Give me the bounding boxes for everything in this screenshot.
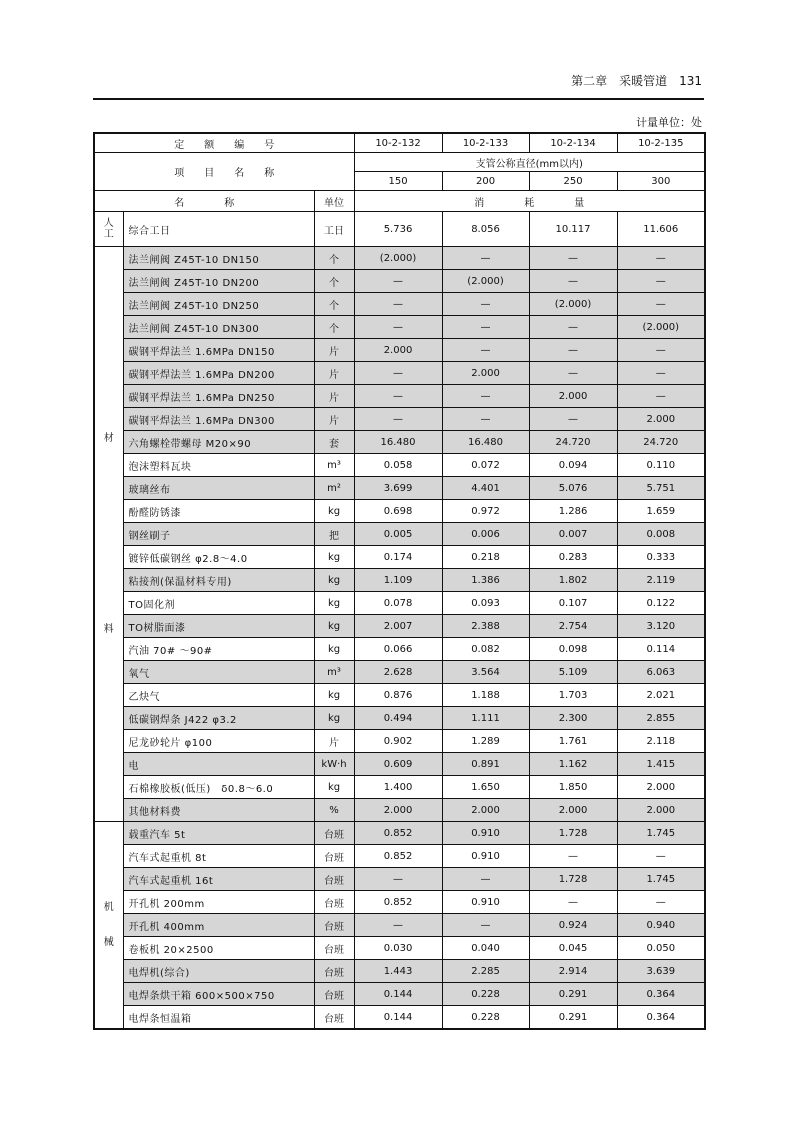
- consumption-value: 2.000: [529, 385, 617, 408]
- consumption-value: 2.000: [617, 799, 705, 822]
- consumption-value: 2.000: [529, 799, 617, 822]
- consumption-value: —: [354, 270, 442, 293]
- consumption-value: 0.040: [442, 937, 529, 960]
- resource-name: TO树脂面漆: [123, 615, 314, 638]
- resource-unit: m³: [314, 454, 354, 477]
- consumption-value: 0.876: [354, 684, 442, 707]
- resource-unit: 台班: [314, 1006, 354, 1030]
- consumption-value: —: [442, 408, 529, 431]
- resource-name: 粘接剂(保温材料专用): [123, 569, 314, 592]
- consumption-value: 3.120: [617, 615, 705, 638]
- quota-table-body: [94, 133, 705, 1029]
- consumption-value: 1.728: [529, 822, 617, 845]
- resource-unit: 台班: [314, 983, 354, 1006]
- consumption-value: 2.388: [442, 615, 529, 638]
- material-row: [94, 385, 705, 408]
- consumption-value: 3.564: [442, 661, 529, 684]
- consumption-value: —: [354, 868, 442, 891]
- consumption-value: —: [354, 914, 442, 937]
- material-row: [94, 454, 705, 477]
- material-row: [94, 339, 705, 362]
- consumption-value: 0.006: [442, 523, 529, 546]
- consumption-value: —: [617, 339, 705, 362]
- consumption-value: 2.628: [354, 661, 442, 684]
- resource-name: 汽油 70# ～90#: [123, 638, 314, 661]
- column-header-unit: 单位: [314, 191, 354, 212]
- consumption-value: 0.283: [529, 546, 617, 569]
- resource-unit: kg: [314, 776, 354, 799]
- resource-name: 电焊条烘干箱 600×500×750: [123, 983, 314, 1006]
- material-row: [94, 661, 705, 684]
- resource-name: 电焊条恒温箱: [123, 1006, 314, 1030]
- resource-name: 法兰闸阀 Z45T-10 DN150: [123, 247, 314, 270]
- resource-unit: 台班: [314, 960, 354, 983]
- consumption-value: 2.754: [529, 615, 617, 638]
- quota-number-label: 定 额 编 号: [94, 133, 354, 153]
- material-row: [94, 546, 705, 569]
- consumption-value: 0.852: [354, 822, 442, 845]
- consumption-value: 0.291: [529, 983, 617, 1006]
- consumption-value: —: [529, 247, 617, 270]
- resource-unit: 个: [314, 247, 354, 270]
- resource-name: 石棉橡胶板(低压) δ0.8～6.0: [123, 776, 314, 799]
- consumption-value: —: [617, 845, 705, 868]
- machine-row: [94, 1006, 705, 1030]
- consumption-value: —: [442, 868, 529, 891]
- resource-name: 综合工日: [123, 212, 314, 247]
- machine-row: [94, 983, 705, 1006]
- consumption-value: 1.728: [529, 868, 617, 891]
- consumption-value: 10.117: [529, 212, 617, 247]
- consumption-value: 0.291: [529, 1006, 617, 1030]
- column-header-consumption: 消 耗 量: [354, 191, 705, 212]
- header-rule: [93, 98, 704, 100]
- resource-name: 六角螺栓带螺母 M20×90: [123, 431, 314, 454]
- consumption-value: 0.093: [442, 592, 529, 615]
- consumption-value: (2.000): [617, 316, 705, 339]
- resource-name: 乙炔气: [123, 684, 314, 707]
- resource-name: 电焊机(综合): [123, 960, 314, 983]
- consumption-value: —: [442, 316, 529, 339]
- consumption-value: 1.188: [442, 684, 529, 707]
- consumption-value: 0.144: [354, 983, 442, 1006]
- resource-name: 开孔机 400mm: [123, 914, 314, 937]
- resource-name: 镀锌低碳钢丝 φ2.8～4.0: [123, 546, 314, 569]
- consumption-value: —: [442, 247, 529, 270]
- resource-unit: 台班: [314, 868, 354, 891]
- consumption-value: 0.144: [354, 1006, 442, 1030]
- spec-label: 支管公称直径(mm以内): [354, 153, 705, 172]
- consumption-value: 1.109: [354, 569, 442, 592]
- consumption-value: 6.063: [617, 661, 705, 684]
- consumption-value: 1.415: [617, 753, 705, 776]
- consumption-value: 0.005: [354, 523, 442, 546]
- consumption-value: —: [354, 362, 442, 385]
- consumption-value: 0.364: [617, 1006, 705, 1030]
- consumption-value: 5.076: [529, 477, 617, 500]
- material-row: [94, 684, 705, 707]
- material-row: [94, 523, 705, 546]
- resource-unit: 台班: [314, 822, 354, 845]
- machine-row: [94, 868, 705, 891]
- consumption-value: 0.333: [617, 546, 705, 569]
- consumption-value: 2.000: [354, 799, 442, 822]
- labor-category-char: 人: [103, 218, 114, 229]
- consumption-value: (2.000): [529, 293, 617, 316]
- consumption-value: 5.751: [617, 477, 705, 500]
- consumption-value: —: [354, 316, 442, 339]
- consumption-value: 1.745: [617, 822, 705, 845]
- quota-number: 10-2-133: [442, 133, 529, 153]
- consumption-value: 1.443: [354, 960, 442, 983]
- consumption-value: —: [617, 247, 705, 270]
- resource-name: 钢丝刷子: [123, 523, 314, 546]
- consumption-value: (2.000): [354, 247, 442, 270]
- material-row: [94, 500, 705, 523]
- material-row: [94, 293, 705, 316]
- consumption-value: 1.286: [529, 500, 617, 523]
- resource-unit: 个: [314, 316, 354, 339]
- resource-unit: 片: [314, 408, 354, 431]
- column-header-name: 名 称: [94, 191, 314, 212]
- machine-category-label: [94, 822, 123, 1030]
- consumption-value: 2.118: [617, 730, 705, 753]
- resource-name: TO固化剂: [123, 592, 314, 615]
- consumption-value: 0.058: [354, 454, 442, 477]
- material-row: [94, 615, 705, 638]
- consumption-value: 2.007: [354, 615, 442, 638]
- consumption-value: 0.098: [529, 638, 617, 661]
- material-category-label: [94, 247, 123, 822]
- consumption-value: 11.606: [617, 212, 705, 247]
- consumption-value: —: [529, 845, 617, 868]
- consumption-value: 1.162: [529, 753, 617, 776]
- resource-name: 碳钢平焊法兰 1.6MPa DN150: [123, 339, 314, 362]
- diameter-value: 300: [617, 172, 705, 191]
- consumption-value: —: [529, 270, 617, 293]
- consumption-value: 1.400: [354, 776, 442, 799]
- consumption-value: —: [617, 270, 705, 293]
- consumption-value: —: [354, 293, 442, 316]
- consumption-value: —: [354, 408, 442, 431]
- resource-name: 开孔机 200mm: [123, 891, 314, 914]
- resource-name: 法兰闸阀 Z45T-10 DN200: [123, 270, 314, 293]
- consumption-value: 0.364: [617, 983, 705, 1006]
- resource-name: 氧气: [123, 661, 314, 684]
- resource-unit: kg: [314, 500, 354, 523]
- quota-number: 10-2-134: [529, 133, 617, 153]
- resource-unit: 片: [314, 362, 354, 385]
- material-row: [94, 247, 705, 270]
- consumption-value: 0.902: [354, 730, 442, 753]
- consumption-value: 1.761: [529, 730, 617, 753]
- consumption-value: —: [354, 385, 442, 408]
- resource-unit: 个: [314, 270, 354, 293]
- consumption-value: 1.745: [617, 868, 705, 891]
- resource-unit: kg: [314, 707, 354, 730]
- consumption-value: 0.007: [529, 523, 617, 546]
- consumption-value: 2.021: [617, 684, 705, 707]
- diameter-value: 200: [442, 172, 529, 191]
- resource-unit: 个: [314, 293, 354, 316]
- consumption-value: —: [442, 339, 529, 362]
- consumption-value: —: [529, 891, 617, 914]
- consumption-value: 1.386: [442, 569, 529, 592]
- consumption-value: —: [529, 408, 617, 431]
- quota-table: [93, 132, 706, 1030]
- consumption-value: 0.045: [529, 937, 617, 960]
- resource-unit: kg: [314, 592, 354, 615]
- consumption-value: 0.228: [442, 983, 529, 1006]
- material-row: [94, 569, 705, 592]
- resource-unit: m²: [314, 477, 354, 500]
- diameter-value: 250: [529, 172, 617, 191]
- consumption-value: 8.056: [442, 212, 529, 247]
- resource-unit: kg: [314, 615, 354, 638]
- diameter-value: 150: [354, 172, 442, 191]
- resource-unit: 台班: [314, 937, 354, 960]
- resource-name: 卷板机 20×2500: [123, 937, 314, 960]
- consumption-value: —: [529, 316, 617, 339]
- resource-name: 尼龙砂轮片 φ100: [123, 730, 314, 753]
- consumption-value: 1.659: [617, 500, 705, 523]
- material-row: [94, 270, 705, 293]
- consumption-value: 0.852: [354, 845, 442, 868]
- consumption-value: 16.480: [442, 431, 529, 454]
- resource-unit: %: [314, 799, 354, 822]
- running-head: 第二章 采暖管道 131: [571, 74, 702, 88]
- consumption-value: 0.008: [617, 523, 705, 546]
- material-row: [94, 362, 705, 385]
- consumption-value: 0.494: [354, 707, 442, 730]
- consumption-value: 0.082: [442, 638, 529, 661]
- resource-unit: m³: [314, 661, 354, 684]
- consumption-value: —: [617, 891, 705, 914]
- labor-row: [94, 212, 705, 247]
- consumption-value: 3.639: [617, 960, 705, 983]
- consumption-value: 0.114: [617, 638, 705, 661]
- consumption-value: —: [442, 385, 529, 408]
- consumption-value: 0.066: [354, 638, 442, 661]
- resource-name: 低碳钢焊条 J422 φ3.2: [123, 707, 314, 730]
- machine-row: [94, 937, 705, 960]
- consumption-value: 2.000: [442, 362, 529, 385]
- resource-name: 泡沫塑料瓦块: [123, 454, 314, 477]
- spec-row: [94, 153, 705, 172]
- consumption-value: 0.122: [617, 592, 705, 615]
- consumption-value: 16.480: [354, 431, 442, 454]
- consumption-value: 2.119: [617, 569, 705, 592]
- unit-note: 计量单位：处: [636, 116, 702, 129]
- resource-unit: 片: [314, 339, 354, 362]
- resource-unit: 台班: [314, 914, 354, 937]
- consumption-value: 0.030: [354, 937, 442, 960]
- resource-name: 碳钢平焊法兰 1.6MPa DN200: [123, 362, 314, 385]
- quota-number: 10-2-132: [354, 133, 442, 153]
- consumption-value: 0.910: [442, 822, 529, 845]
- material-row: [94, 638, 705, 661]
- resource-unit: 套: [314, 431, 354, 454]
- machine-row: [94, 914, 705, 937]
- consumption-value: (2.000): [442, 270, 529, 293]
- consumption-value: 0.910: [442, 845, 529, 868]
- consumption-value: 2.914: [529, 960, 617, 983]
- consumption-value: 0.609: [354, 753, 442, 776]
- material-row: [94, 776, 705, 799]
- consumption-value: 0.698: [354, 500, 442, 523]
- consumption-value: —: [442, 293, 529, 316]
- resource-name: 法兰闸阀 Z45T-10 DN300: [123, 316, 314, 339]
- consumption-value: 2.000: [617, 776, 705, 799]
- consumption-value: 1.650: [442, 776, 529, 799]
- consumption-value: 24.720: [617, 431, 705, 454]
- consumption-value: 0.940: [617, 914, 705, 937]
- consumption-value: 0.174: [354, 546, 442, 569]
- material-row: [94, 431, 705, 454]
- consumption-value: 0.110: [617, 454, 705, 477]
- machine-row: [94, 845, 705, 868]
- consumption-value: 0.218: [442, 546, 529, 569]
- resource-unit: kg: [314, 684, 354, 707]
- material-row: [94, 753, 705, 776]
- labor-category-label: [94, 212, 123, 247]
- resource-name: 其他材料费: [123, 799, 314, 822]
- column-header-row: [94, 191, 705, 212]
- consumption-value: 0.072: [442, 454, 529, 477]
- resource-name: 碳钢平焊法兰 1.6MPa DN250: [123, 385, 314, 408]
- consumption-value: —: [529, 362, 617, 385]
- consumption-value: 0.050: [617, 937, 705, 960]
- resource-unit: 台班: [314, 891, 354, 914]
- consumption-value: 1.703: [529, 684, 617, 707]
- consumption-value: 1.111: [442, 707, 529, 730]
- consumption-value: 0.891: [442, 753, 529, 776]
- consumption-value: 2.000: [354, 339, 442, 362]
- consumption-value: —: [442, 914, 529, 937]
- resource-name: 酚醛防锈漆: [123, 500, 314, 523]
- resource-name: 碳钢平焊法兰 1.6MPa DN300: [123, 408, 314, 431]
- item-name-label: 项 目 名 称: [94, 153, 354, 191]
- consumption-value: 0.924: [529, 914, 617, 937]
- consumption-value: 24.720: [529, 431, 617, 454]
- resource-name: 电: [123, 753, 314, 776]
- consumption-value: —: [529, 339, 617, 362]
- consumption-value: 4.401: [442, 477, 529, 500]
- consumption-value: 0.228: [442, 1006, 529, 1030]
- machine-row: [94, 960, 705, 983]
- resource-unit: kW·h: [314, 753, 354, 776]
- material-row: [94, 799, 705, 822]
- resource-name: 汽车式起重机 8t: [123, 845, 314, 868]
- consumption-value: 0.972: [442, 500, 529, 523]
- material-row: [94, 477, 705, 500]
- consumption-value: 1.289: [442, 730, 529, 753]
- consumption-value: 2.000: [442, 799, 529, 822]
- resource-name: 载重汽车 5t: [123, 822, 314, 845]
- resource-unit: kg: [314, 638, 354, 661]
- material-row: [94, 707, 705, 730]
- consumption-value: 0.078: [354, 592, 442, 615]
- material-row: [94, 730, 705, 753]
- material-category-char: 料: [103, 624, 114, 635]
- resource-name: 汽车式起重机 16t: [123, 868, 314, 891]
- consumption-value: 1.850: [529, 776, 617, 799]
- resource-unit: 工日: [314, 212, 354, 247]
- material-row: [94, 592, 705, 615]
- resource-unit: kg: [314, 569, 354, 592]
- consumption-value: 2.855: [617, 707, 705, 730]
- resource-name: 玻璃丝布: [123, 477, 314, 500]
- consumption-value: 0.910: [442, 891, 529, 914]
- material-row: [94, 408, 705, 431]
- consumption-value: 0.107: [529, 592, 617, 615]
- material-category-char: 材: [103, 433, 114, 444]
- consumption-value: 5.736: [354, 212, 442, 247]
- consumption-value: 3.699: [354, 477, 442, 500]
- machine-row: [94, 822, 705, 845]
- resource-name: 法兰闸阀 Z45T-10 DN250: [123, 293, 314, 316]
- consumption-value: 2.000: [617, 408, 705, 431]
- resource-unit: 把: [314, 523, 354, 546]
- material-row: [94, 316, 705, 339]
- quota-number-row: [94, 133, 705, 153]
- machine-category-char: 机: [103, 902, 114, 913]
- consumption-value: 2.285: [442, 960, 529, 983]
- labor-category-char: 工: [103, 229, 114, 240]
- consumption-value: 0.852: [354, 891, 442, 914]
- consumption-value: —: [617, 385, 705, 408]
- resource-unit: 片: [314, 385, 354, 408]
- machine-category-char: 械: [103, 937, 114, 948]
- resource-unit: 片: [314, 730, 354, 753]
- consumption-value: 1.802: [529, 569, 617, 592]
- consumption-value: —: [617, 362, 705, 385]
- machine-row: [94, 891, 705, 914]
- consumption-value: 5.109: [529, 661, 617, 684]
- quota-number: 10-2-135: [617, 133, 705, 153]
- consumption-value: 2.300: [529, 707, 617, 730]
- consumption-value: —: [617, 293, 705, 316]
- resource-unit: 台班: [314, 845, 354, 868]
- resource-unit: kg: [314, 546, 354, 569]
- consumption-value: 0.094: [529, 454, 617, 477]
